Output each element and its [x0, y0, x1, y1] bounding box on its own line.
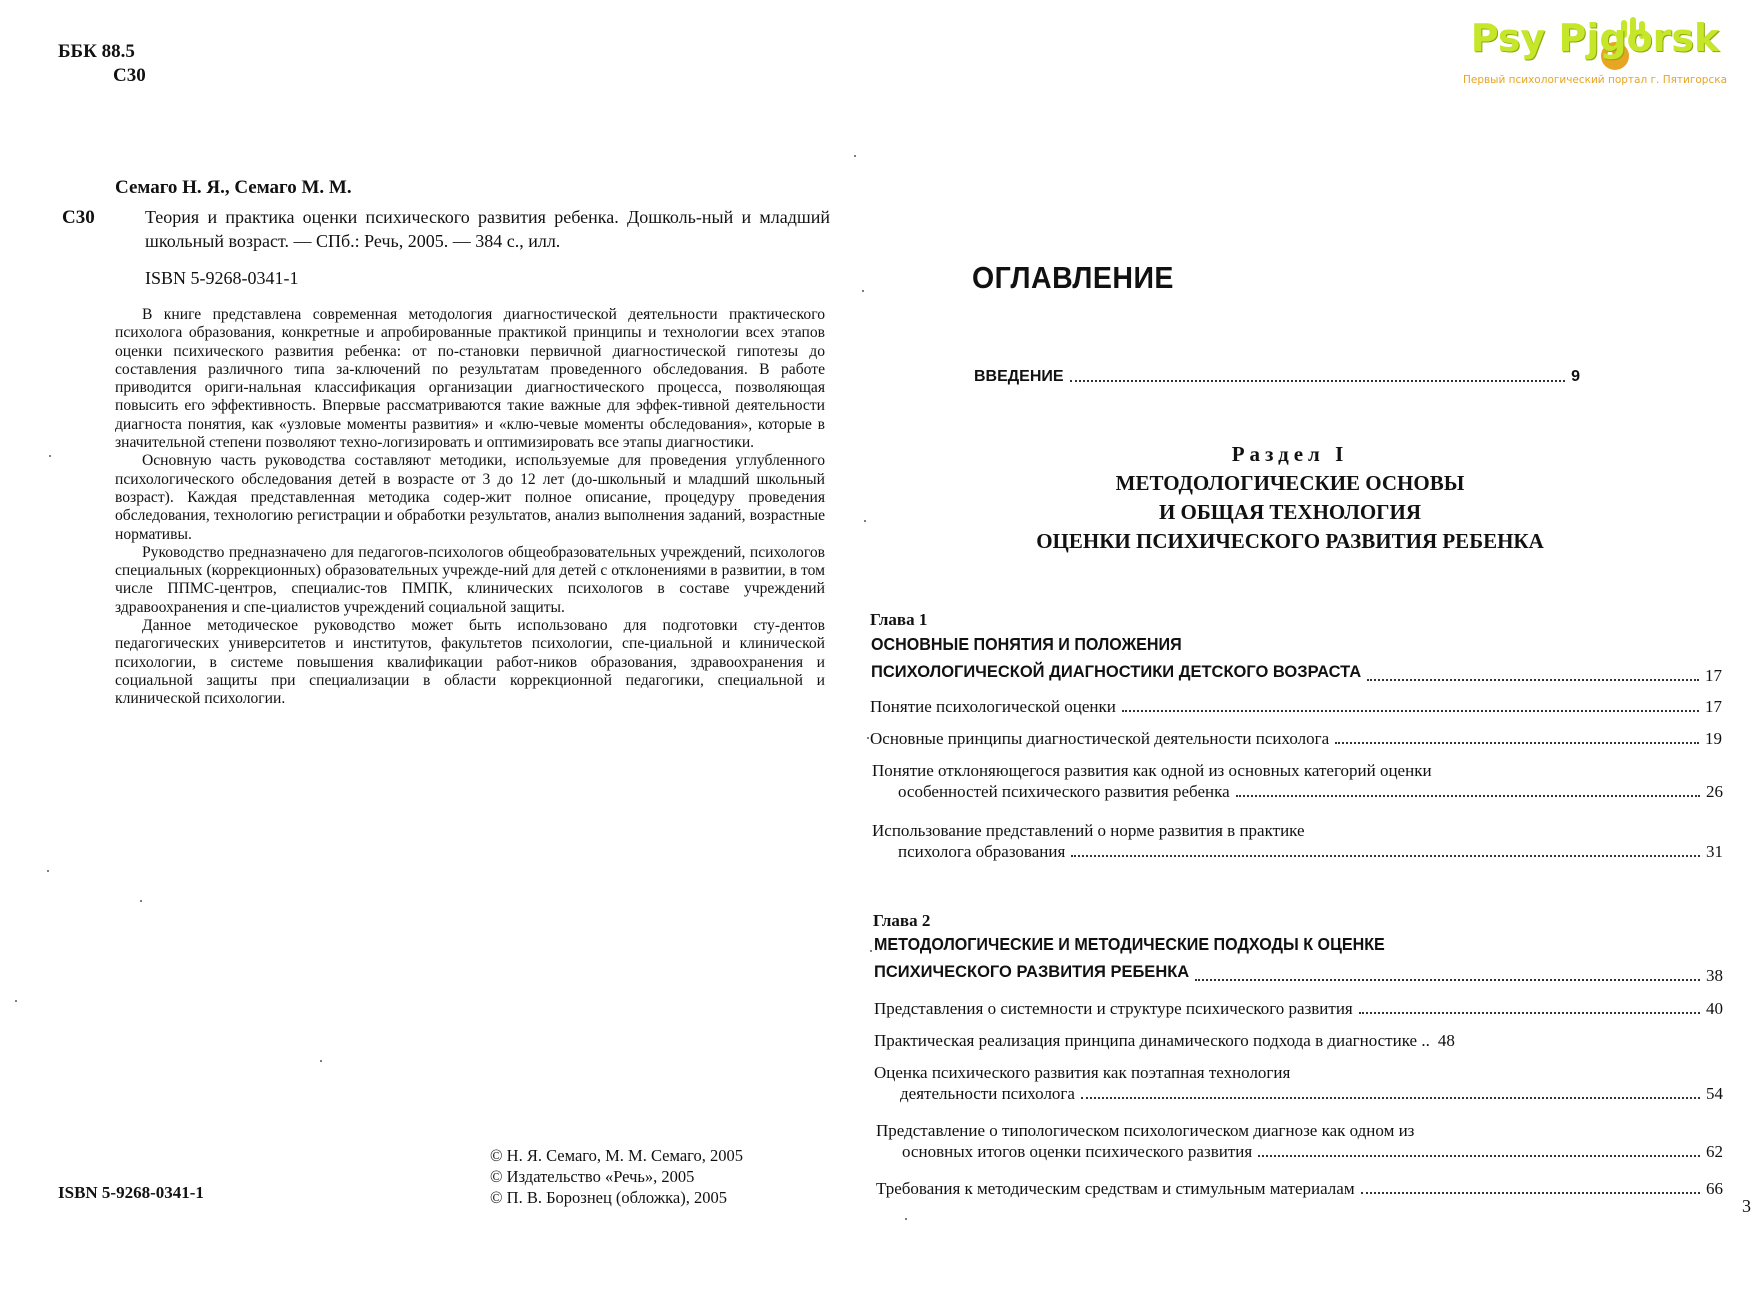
dot-leader — [1070, 380, 1566, 382]
toc-entry-chapter-2[interactable]: ПСИХИЧЕСКОГО РАЗВИТИЯ РЕБЕНКА 38 — [874, 963, 1723, 985]
toc-entry[interactable]: Требования к методическим средствам и стимульным материалам 66 — [876, 1179, 1723, 1198]
toc-entry-chapter-1[interactable]: ПСИХОЛОГИЧЕСКОЙ ДИАГНОСТИКИ ДЕТСКОГО ВОЗРАСТА 17 — [871, 663, 1722, 685]
toc-page-number: 62 — [1706, 1142, 1723, 1161]
annotation-paragraph: Основную часть руководства составляют методики, используемые для проведения углубленного психологического обследования детей в возрасте от 3 до 12 лет (до-школьный и младший школьный возраст). Каждая представленная методика содер-жит полное описание, процедуру проведения обследования, технологию регистрации и обработки результатов, анализ выполнения заданий, возрастные нормативы. — [115, 452, 825, 543]
chapter-title: МЕТОДОЛОГИЧЕСКИЕ И МЕТОДИЧЕСКИЕ ПОДХОДЫ К ОЦЕНКЕ — [874, 934, 1385, 954]
page-number: 3 — [1742, 1196, 1751, 1216]
copyright-line: © Н. Я. Семаго, М. М. Семаго, 2005 — [490, 1146, 744, 1165]
toc-entry-introduction[interactable]: ВВЕДЕНИЕ 9 — [974, 368, 1580, 385]
toc-entry[interactable]: Представление о типологическом психологическом диагнозе как одном из основных итогов оценки психического развития 62 — [876, 1121, 1723, 1161]
dot-leader — [1367, 679, 1699, 681]
dot-leader — [1258, 1155, 1700, 1157]
chapter-title: ОСНОВНЫЕ ПОНЯТИЯ И ПОЛОЖЕНИЯ — [871, 634, 1182, 654]
annotation-paragraph: В книге представлена современная методология диагностической деятельности практического психолога образования, конкретные и апробированные практикой принципы и технологии всех этапов оценки психического развития ребенка: от по-становки первичной диагностической гипотезы до составления различного типа за-ключений по результатам проведенного обследования. В работе приводится ориги-нальная классификация организации диагностического процесса, позволяющая повысить его эффективность. Впервые рассматриваются такие важные для эффек-тивной деятельности диагноста понятия, как «узловые моменты развития» и «клю-чевые моменты обследования», которые в значительной степени позволяют техно-логизировать и оптимизировать все этапы диагностики. — [115, 306, 825, 452]
dot-leader — [1122, 710, 1699, 712]
copyright-line: © П. В. Борознец (обложка), 2005 — [490, 1188, 727, 1207]
dot-leader — [1071, 855, 1700, 857]
right-page — [870, 0, 1764, 1293]
dot-leader — [1361, 1192, 1700, 1194]
toc-page-number: 31 — [1706, 842, 1723, 861]
section-heading: Раздел I МЕТОДОЛОГИЧЕСКИЕ ОСНОВЫ И ОБЩАЯ ТЕХНОЛОГИЯ ОЦЕНКИ ПСИХИЧЕСКОГО РАЗВИТИЯ РЕБЕНКА — [1010, 440, 1570, 556]
logo-tagline: Первый психологический портал г. Пятигорска — [1462, 74, 1728, 86]
dot-leader — [1236, 795, 1700, 797]
toc-page-number: 9 — [1571, 368, 1580, 385]
annotation-paragraph: Данное методическое руководство может быть использовано для подготовки сту-дентов педагогических университетов и институтов, факультетов психологии, спе-циальной и клинической психологии, в системе повышения квалификации работ-ников образования, здравоохранения и социальной защиты при специализации в области коррекционной педагогики, специальной и клинической психологии. — [115, 617, 825, 708]
isbn-bottom: ISBN 5-9268-0341-1 — [58, 1183, 204, 1202]
site-logo[interactable] — [1445, 12, 1755, 97]
toc-page-number: 17 — [1705, 666, 1722, 685]
annotation — [115, 306, 825, 709]
dot-leader — [1335, 742, 1699, 744]
logo-name: Psy Pjgorsk — [1470, 16, 1720, 60]
bbk-code: ББК 88.5 С30 — [58, 41, 146, 86]
toc-entry[interactable]: Представления о системности и структуре психического развития 40 — [874, 999, 1723, 1018]
toc-page-number: 40 — [1706, 999, 1723, 1018]
toc-page-number: 19 — [1705, 729, 1722, 748]
toc-entry[interactable]: Понятие отклоняющегося развития как одной из основных категорий оценки особенностей психического развития ребенка 26 — [872, 761, 1723, 801]
copyright-block — [490, 1145, 743, 1208]
dot-leader — [1081, 1097, 1700, 1099]
toc-title: ОГЛАВЛЕНИЕ — [972, 260, 1174, 295]
toc-page-number: 38 — [1706, 966, 1723, 985]
section-label: Раздел I — [1231, 442, 1349, 466]
bibliographic-description: Теория и практика оценки психического развития ребенка. Дошколь-ный и младший школьный возраст. — СПб.: Речь, 2005. — 384 с., илл. — [145, 207, 830, 251]
chapter-label: Глава 1 — [870, 610, 928, 629]
dot-leader — [1195, 979, 1700, 981]
toc-entry[interactable]: Использование представлений о норме развития в практике психолога образования 31 — [872, 821, 1723, 861]
toc-entry[interactable]: Оценка психического развития как поэтапная технология деятельности психолога 54 — [874, 1063, 1723, 1103]
toc-page-number: 66 — [1706, 1179, 1723, 1198]
toc-page-number: 48 — [1437, 1031, 1455, 1050]
toc-entry[interactable]: Практическая реализация принципа динамического подхода в диагностике .. 48 — [874, 1031, 1455, 1050]
catalog-code: С30 — [62, 207, 95, 228]
toc-entry[interactable]: Основные принципы диагностической деятельности психолога 19 — [870, 729, 1722, 748]
dot-leader — [1359, 1012, 1700, 1014]
copyright-line: © Издательство «Речь», 2005 — [490, 1167, 695, 1186]
toc-page-number: 54 — [1706, 1084, 1723, 1103]
annotation-paragraph: Руководство предназначено для педагогов-психологов общеобразовательных учреждений, психологов специальных (коррекционных) образовательных учрежде-ний для детей с отклонениями в развитии, в том числе ППМС-центров, специалис-тов ПМПК, клинических психологов в составе учреждений здравоохранения и спе-циалистов учреждений социальной защиты. — [115, 543, 825, 616]
toc-entry[interactable]: Понятие психологической оценки 17 — [870, 697, 1722, 716]
toc-page-number: 17 — [1705, 697, 1722, 716]
isbn: ISBN 5-9268-0341-1 — [145, 268, 299, 288]
authors: Семаго Н. Я., Семаго М. М. — [115, 177, 352, 198]
chapter-label: Глава 2 — [873, 911, 931, 930]
toc-page-number: 26 — [1706, 782, 1723, 801]
left-page — [0, 0, 880, 1293]
